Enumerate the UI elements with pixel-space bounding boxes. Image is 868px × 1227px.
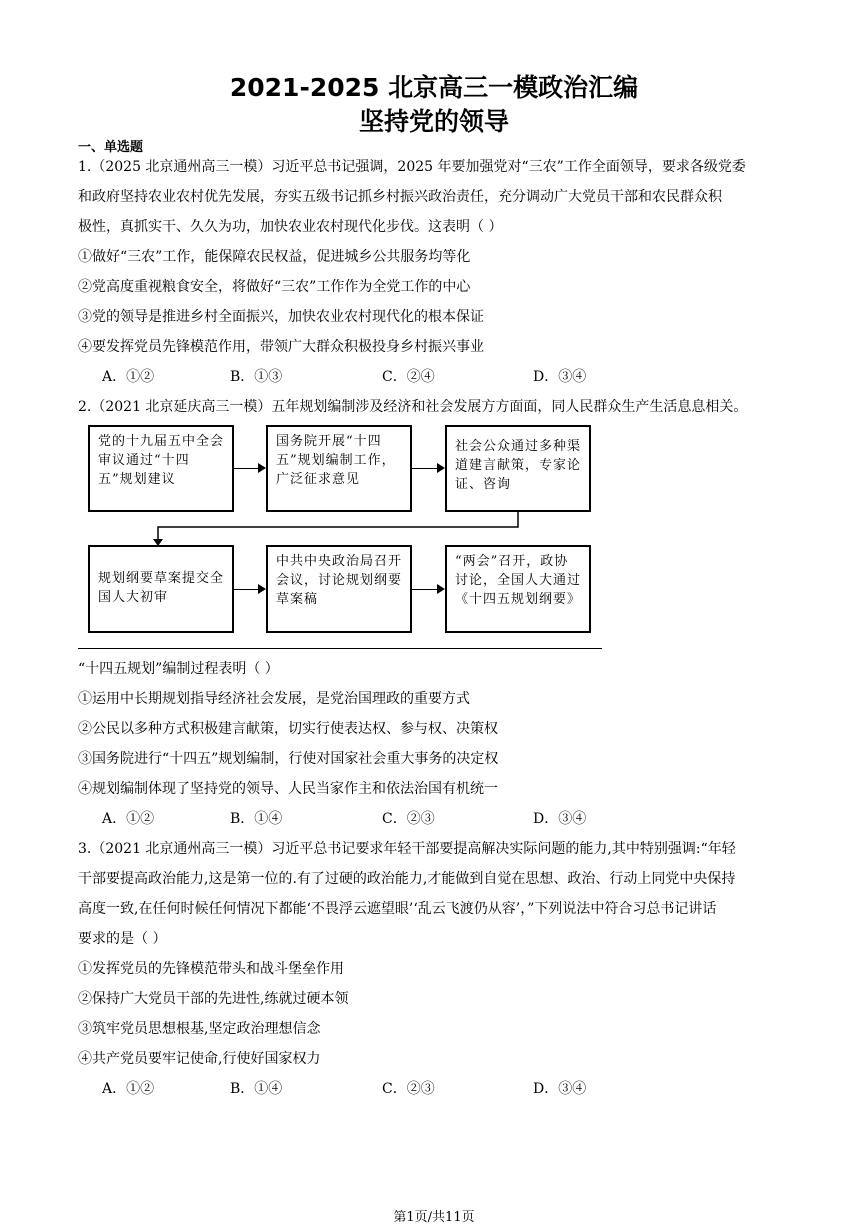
q1-item-4: ④要发挥党员先锋模范作用，带领广大群众积极投身乡村振兴事业 — [78, 339, 484, 355]
flow-step-4: 规划纲要草案提交全国人大初审 — [88, 545, 234, 633]
section-heading: 一、单选题 — [78, 140, 144, 155]
q2-question: “十四五规划”编制过程表明（ ） — [78, 661, 279, 677]
flow-step-3: 社会公众通过多种渠道建言献策，专家论证、咨询 — [445, 425, 591, 512]
q3-item-3: ③筑牢党员思想根基,坚定政治理想信念 — [78, 1021, 321, 1037]
page-subtitle: 坚持党的领导 — [358, 107, 509, 136]
q3-option-b: B．①④ — [230, 1081, 283, 1097]
q3-item-1: ①发挥党员的先锋模范带头和战斗堡垒作用 — [78, 961, 344, 977]
q3-option-d: D．③④ — [533, 1081, 587, 1097]
q1-option-a: A．①② — [102, 369, 155, 385]
q3-stem-line-4: 要求的是（ ） — [78, 931, 167, 947]
divider — [78, 648, 602, 649]
q2-item-2: ②公民以多种方式积极建言献策，切实行使表达权、参与权、决策权 — [78, 721, 498, 737]
flow-connector — [0, 0, 868, 560]
q2-option-c: C．②③ — [382, 811, 435, 827]
q1-stem-line-3: 极性，真抓实干、久久为功，加快农业农村现代化步伐。这表明（ ） — [78, 219, 503, 235]
q3-stem-line-1: 3.（2021 北京通州高三一模）习近平总书记要求年轻干部要提高解决实际问题的能力,其中特别强调:“年轻 — [78, 841, 736, 857]
q1-item-3: ③党的领导是推进乡村全面振兴，加快农业农村现代化的根本保证 — [78, 309, 484, 325]
q2-item-1: ①运用中长期规划指导经济社会发展，是党治国理政的重要方式 — [78, 691, 470, 707]
q3-stem-line-2: 干部要提高政治能力,这是第一位的.有了过硬的政治能力,才能做到自觉在思想、政治、行动上同党中央保持 — [78, 871, 736, 887]
q2-item-4: ④规划编制体现了坚持党的领导、人民当家作主和依法治国有机统一 — [78, 781, 498, 797]
q2-option-d: D．③④ — [533, 811, 587, 827]
flow-step-1: 党的十九届五中全会审议通过“十四五”规划建议 — [88, 425, 234, 512]
page-number: 第1页/共11页 — [393, 1210, 475, 1225]
q2-option-b: B．①④ — [230, 811, 283, 827]
q1-item-1: ①做好“三农”工作，能保障农民权益，促进城乡公共服务均等化 — [78, 249, 471, 265]
q3-option-c: C．②③ — [382, 1081, 435, 1097]
q1-stem-line-2: 和政府坚持农业农村优先发展，夯实五级书记抓乡村振兴政治责任，充分调动广大党员干部和农民群众积 — [78, 189, 722, 205]
q2-stem-line-1: 2.（2021 北京延庆高三一模）五年规划编制涉及经济和社会发展方方面面，同人民群众生产生活息息相关。 — [78, 399, 748, 415]
flow-step-2: 国务院开展“十四五”规划编制工作，广泛征求意见 — [266, 425, 412, 512]
q2-option-a: A．①② — [102, 811, 155, 827]
flow-arrow-5-6 — [412, 589, 443, 590]
q1-option-b: B．①③ — [230, 369, 283, 385]
q3-item-2: ②保持广大党员干部的先进性,练就过硬本领 — [78, 991, 349, 1007]
q1-stem-line-1: 1.（2025 北京通州高三一模）习近平总书记强调，2025 年要加强党对“三农”工作全面领导，要求各级党委 — [78, 159, 746, 175]
flow-arrow-4-5 — [234, 589, 264, 590]
q3-item-4: ④共产党员要牢记使命,行使好国家权力 — [78, 1051, 321, 1067]
flow-step-5: 中共中央政治局召开会议，讨论规划纲要草案稿 — [266, 545, 412, 633]
q1-item-2: ②党高度重视粮食安全，将做好“三农”工作作为全党工作的中心 — [78, 279, 471, 295]
flow-step-6: “两会”召开，政协讨论，全国人大通过《十四五规划纲要》 — [445, 545, 591, 633]
q1-option-c: C．②④ — [382, 369, 435, 385]
q3-stem-line-3: 高度一致,在任何时候任何情况下都能‘不畏浮云遮望眼’‘乱云飞渡仍从容’，”下列说法中符合习总书记讲话 — [78, 901, 717, 917]
q3-option-a: A．①② — [102, 1081, 155, 1097]
page-title: 2021-2025 北京高三一模政治汇编 — [229, 73, 639, 102]
q2-item-3: ③国务院进行“十四五”规划编制，行使对国家社会重大事务的决定权 — [78, 751, 499, 767]
q1-option-d: D．③④ — [533, 369, 587, 385]
